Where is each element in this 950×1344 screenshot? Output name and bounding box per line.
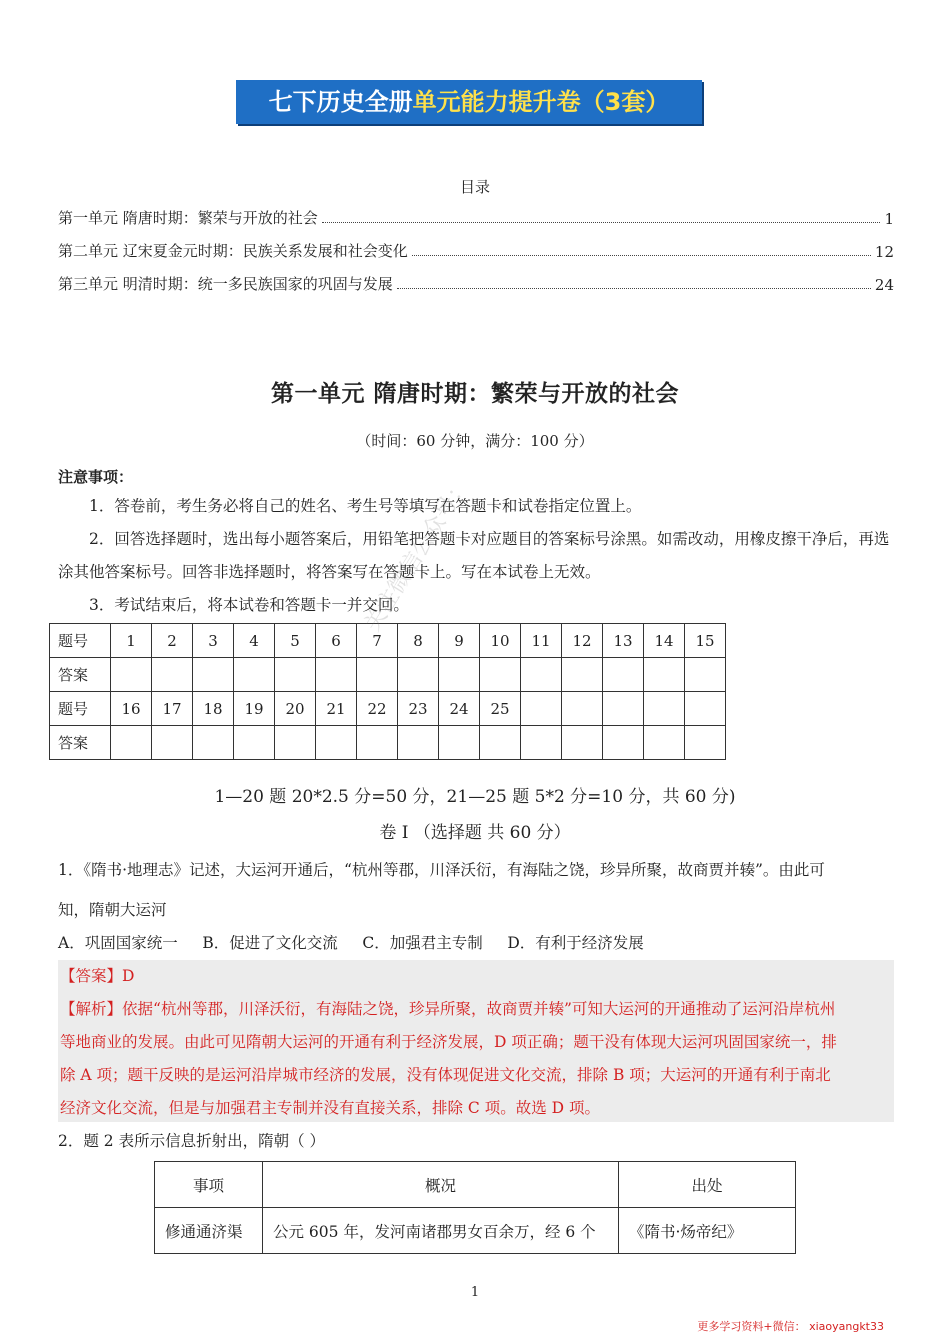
question-number-cell — [685, 692, 726, 726]
question-number-cell: 6 — [316, 624, 357, 658]
q2-cell: 公元 605 年，发河南诸郡男女百余万，经 6 个 — [263, 1208, 619, 1254]
answer-cell[interactable] — [603, 726, 644, 760]
question-number-cell: 2 — [152, 624, 193, 658]
question-number-cell: 12 — [562, 624, 603, 658]
answer-cell[interactable] — [685, 726, 726, 760]
answer-cell[interactable] — [398, 726, 439, 760]
question-number-cell: 17 — [152, 692, 193, 726]
q2-table — [154, 1161, 796, 1254]
toc-leader — [412, 255, 871, 256]
toc-item[interactable] — [58, 272, 894, 294]
question-number-cell: 20 — [275, 692, 316, 726]
analysis-tag: 【解析】 — [60, 1000, 123, 1018]
question-number-cell: 19 — [234, 692, 275, 726]
question-number-cell: 25 — [480, 692, 521, 726]
answer-cell[interactable] — [275, 658, 316, 692]
answer-cell[interactable] — [562, 658, 603, 692]
watermark: 关注微信公众号： — [360, 473, 475, 636]
question-number-cell: 15 — [685, 624, 726, 658]
answer-cell[interactable] — [234, 658, 275, 692]
answer-cell[interactable] — [152, 726, 193, 760]
toc-item-label: 第一单元 隋唐时期：繁荣与开放的社会 — [58, 209, 318, 227]
answer-cell[interactable] — [644, 658, 685, 692]
q2-stem: 2．题 2 表所示信息折射出，隋朝（ ） — [58, 1132, 326, 1150]
question-number-cell: 9 — [439, 624, 480, 658]
scoring-note: 1—20 题 20*2.5 分=50 分，21—25 题 5*2 分=10 分，共 60 分) — [214, 787, 736, 807]
banner-text-white: 七下历史全册 — [268, 88, 413, 116]
q1-analysis-line: 经济文化交流，但是与加强君主专制并没有直接关系，排除 C 项。故选 D 项。 — [60, 1099, 600, 1117]
question-number-cell: 21 — [316, 692, 357, 726]
question-number-cell — [603, 692, 644, 726]
answer-cell[interactable] — [193, 658, 234, 692]
question-number-cell: 13 — [603, 624, 644, 658]
toc-item-page: 1 — [884, 210, 894, 228]
answer-cell[interactable] — [357, 726, 398, 760]
toc-item[interactable] — [58, 239, 894, 261]
q1-stem-line: 1．《隋书·地理志》记述，大运河开通后，“杭州等郡，川泽沃衍，有海陆之饶，珍异所聚，故商贾并辏”。由此可 — [58, 861, 825, 879]
question-number-cell: 10 — [480, 624, 521, 658]
notice-item: 2．回答选择题时，选出每小题答案后，用铅笔把答题卡对应题目的答案标号涂黑。如需改动，用橡皮擦干净后，再选涂其他答案标号。回答非选择题时，将答案写在答题卡上。写在本试卷上无效。 — [58, 530, 890, 581]
answer-table-label: 题号 — [50, 624, 111, 658]
answer-table-label: 答案 — [50, 726, 111, 760]
q1-stem-line: 知，隋朝大运河 — [58, 901, 167, 919]
question-number-cell — [521, 692, 562, 726]
question-number-cell: 8 — [398, 624, 439, 658]
answer-tag: 【答案】 — [60, 967, 123, 985]
answer-cell[interactable] — [439, 658, 480, 692]
question-number-cell: 16 — [111, 692, 152, 726]
notice-item: 1．答卷前，考生务必将自己的姓名、考生号等填写在答题卡和试卷指定位置上。 — [89, 497, 642, 515]
toc-leader — [322, 222, 881, 223]
question-number-cell: 1 — [111, 624, 152, 658]
question-number-cell: 14 — [644, 624, 685, 658]
answer-cell[interactable] — [603, 658, 644, 692]
q1-analysis-line: 等地商业的发展。由此可见隋朝大运河的开通有利于经济发展，D 项正确；题干没有体现大运河巩固国家统一，排 — [60, 1033, 837, 1051]
question-number-cell — [644, 692, 685, 726]
q2-header-cell: 出处 — [619, 1162, 796, 1208]
answer-cell[interactable] — [316, 726, 357, 760]
answer-cell[interactable] — [152, 658, 193, 692]
title-banner — [236, 80, 702, 124]
answer-cell[interactable] — [480, 658, 521, 692]
footer-note: 更多学习资料+微信： xiaoyangkt33 — [697, 1320, 884, 1333]
question-number-cell — [562, 692, 603, 726]
answer-cell[interactable] — [644, 726, 685, 760]
notice-item: 3．考试结束后，将本试卷和答题卡一并交回。 — [89, 596, 409, 614]
volume-heading: 卷 I （选择题 共 60 分） — [379, 823, 571, 843]
answer-cell[interactable] — [111, 726, 152, 760]
q1-analysis-line — [58, 993, 894, 1026]
answer-cell[interactable] — [234, 726, 275, 760]
question-number-cell: 4 — [234, 624, 275, 658]
q1-answer — [58, 960, 894, 993]
analysis-text: 依据“杭州等郡，川泽沃衍，有海陆之饶，珍异所聚，故商贾并辏”可知大运河的开通推动了运河沿岸杭州 — [122, 1000, 836, 1018]
toc-item-page: 12 — [874, 243, 894, 261]
answer-cell[interactable] — [275, 726, 316, 760]
answer-table — [49, 623, 726, 760]
question-number-cell: 3 — [193, 624, 234, 658]
q1-analysis-box — [58, 960, 894, 1122]
toc-leader — [397, 288, 871, 289]
q2-header-cell: 事项 — [155, 1162, 263, 1208]
q1-analysis-line: 除 A 项；题干反映的是运河沿岸城市经济的发展，没有体现促进文化交流，排除 B 项；大运河的开通有利于南北 — [60, 1066, 831, 1084]
toc-item-label: 第三单元 明清时期：统一多民族国家的巩固与发展 — [58, 275, 393, 293]
answer-cell[interactable] — [685, 658, 726, 692]
question-number-cell: 7 — [357, 624, 398, 658]
answer-table-label: 答案 — [50, 658, 111, 692]
question-number-cell: 5 — [275, 624, 316, 658]
page-number: 1 — [470, 1285, 480, 1300]
answer-cell[interactable] — [316, 658, 357, 692]
question-number-cell: 11 — [521, 624, 562, 658]
notice-heading: 注意事项： — [58, 468, 134, 486]
answer-cell[interactable] — [521, 726, 562, 760]
toc-item[interactable] — [58, 206, 894, 228]
answer-cell[interactable] — [398, 658, 439, 692]
q2-cell: 修通通济渠 — [155, 1208, 263, 1254]
q1-options: A．巩固国家统一 B．促进了文化交流 C．加强君主专制 D．有利于经济发展 — [58, 934, 644, 952]
unit-title: 第一单元 隋唐时期：繁荣与开放的社会 — [270, 380, 679, 407]
answer-cell[interactable] — [480, 726, 521, 760]
answer-cell[interactable] — [562, 726, 603, 760]
question-number-cell: 18 — [193, 692, 234, 726]
answer-value: D — [122, 967, 135, 985]
answer-cell[interactable] — [521, 658, 562, 692]
toc-item-page: 24 — [874, 276, 894, 294]
exam-time: （时间：60 分钟，满分：100 分） — [356, 432, 594, 450]
toc-title: 目录 — [459, 178, 490, 196]
q2-cell: 《隋书·炀帝纪》 — [619, 1208, 796, 1254]
answer-cell[interactable] — [111, 658, 152, 692]
question-number-cell: 22 — [357, 692, 398, 726]
answer-cell[interactable] — [439, 726, 480, 760]
question-number-cell: 23 — [398, 692, 439, 726]
q2-header-cell: 概况 — [263, 1162, 619, 1208]
toc-item-label: 第二单元 辽宋夏金元时期：民族关系发展和社会变化 — [58, 242, 408, 260]
answer-cell[interactable] — [357, 658, 398, 692]
answer-cell[interactable] — [193, 726, 234, 760]
question-number-cell: 24 — [439, 692, 480, 726]
answer-table-label: 题号 — [50, 692, 111, 726]
banner-text-yellow: 单元能力提升卷（3套） — [412, 88, 670, 116]
